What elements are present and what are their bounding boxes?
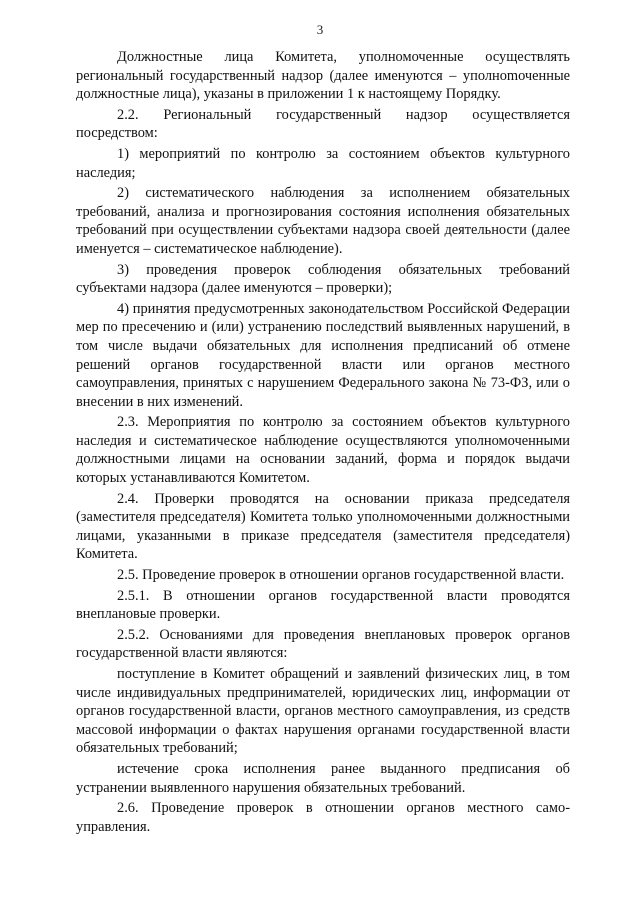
page-number: 3 (316, 22, 324, 37)
paragraph-2-6: 2.6. Проведение проверок в отношении органов местного самоуправления. (76, 800, 570, 835)
paragraph-2-2: 2.2. Региональный государственный надзор осуществляется посредством: (76, 106, 570, 142)
paragraph-2-3: 2.3. Мероприятия по контролю за состоянием объектов культурного наследия и систематическое наблюдение осуществляются уполномоченными должностными лицами на основании заданий, форма и порядок выдачи которых устанавливаются Комитетом. (76, 414, 570, 487)
list-item-3: 3) проведения проверок соблюдения обязательных требований субъектами надзора (далее именуются – проверки); (76, 261, 570, 297)
paragraph-officials: Должностные лица Комитета, уполномоченные осуществлять региональный государственный надзор (далее именуются – уполноmоченные должностные лица), указаны в приложении 1 к настоящему Порядку. (76, 49, 570, 103)
paragraph-2-5-2: 2.5.2. Основаниями для проведения внеплановых проверок органов государственной власти являются: (76, 626, 570, 662)
list-item-4: 4) принятия предусмотренных законодательством Российской Федерации мер по пресечению и (или) устранению последствий выявленных нарушений, в том числе выдачи обязательных для исполнения предписаний об отмене решений органов государственной власти или органов местного самоуправления, принятых с нарушением Федерального закона № 73-ФЗ, или о внесении в них изменений. (76, 300, 570, 410)
basis-item-deadline: истечение срока исполнения ранее выданного предписания об устранении выявленного нарушения обязательных требований. (76, 760, 570, 796)
list-item-1: 1) мероприятий по контролю за состоянием объектов культурного наследия; (76, 145, 570, 181)
basis-item-complaints: поступление в Комитет обращений и заявлений физических лиц, в том числе индивидуальных предпринимателей, юридических лиц, информации от органов государственной власти, органов местного самоуправления, из средств массовой информации о фактах нарушения органами государственной власти обязательных требований; (76, 666, 570, 757)
paragraph-2-5: 2.5. Проведение проверок в отношении органов государственной власти. (117, 567, 565, 584)
list-item-2: 2) систематического наблюдения за исполнением обязательных требований, анализа и прогнозирования состояния исполнения обязательных требований при осуществлении субъектами надзора своей деятельности (далее именуется – систематическое наблюдение). (76, 185, 570, 257)
document-body (76, 48, 570, 838)
paragraph-2-5-1: 2.5.1. В отношении органов государственной власти проводятся внеплановые проверки. (76, 587, 570, 623)
paragraph-2-4: 2.4. Проверки проводятся на основании приказа председателя (заместителя председателя) Комитета только уполномоченными должностными лицами, указанными в приказе председателя (заместителя председателя) Комитета. (76, 490, 570, 563)
